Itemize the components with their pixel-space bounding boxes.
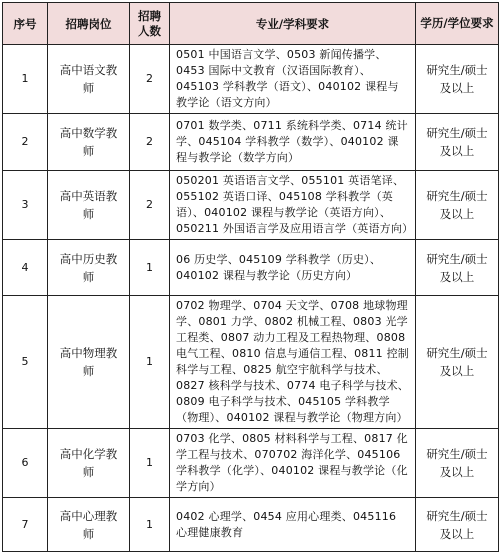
- table-row: [3, 296, 499, 429]
- cell-position: [48, 296, 130, 429]
- cell-count: 2: [130, 45, 170, 114]
- header-count: [130, 3, 170, 45]
- cell-major: 0501 中国语言文学、0503 新闻传播学、0453 国际中文教育（汉语国际教育）、045103 学科教学（语文）、040102 课程与教学论（语文方向）: [170, 45, 416, 114]
- table-row: [3, 498, 499, 552]
- cell-no: 4: [3, 240, 48, 296]
- header-no: 序号: [3, 3, 48, 45]
- cell-no: 5: [3, 296, 48, 429]
- cell-count: 2: [130, 171, 170, 240]
- table-row: [3, 240, 499, 296]
- cell-count: 1: [130, 429, 170, 498]
- cell-major: 0701 数学类、0711 系统科学类、0714 统计学、045104 学科教学（数学）、040102 课程与教学论（数学方向）: [170, 114, 416, 171]
- degree-text: 研究生/硕士及以上: [426, 189, 488, 221]
- cell-position: [48, 171, 130, 240]
- cell-count: 1: [130, 498, 170, 552]
- recruitment-table: [2, 2, 499, 552]
- cell-degree: [416, 429, 499, 498]
- degree-text: 研究生/硕士及以上: [426, 508, 488, 541]
- cell-position: [48, 45, 130, 114]
- cell-major: 0703 化学、0805 材料科学与工程、0817 化学工程与技术、070702 海洋化学、045106 学科教学（化学）、040102 课程与教学论（化学方向）: [170, 429, 416, 498]
- degree-text: 研究生/硕士及以上: [426, 251, 488, 284]
- cell-no: 3: [3, 171, 48, 240]
- cell-degree: [416, 296, 499, 429]
- degree-text: 研究生/硕士及以上: [426, 63, 488, 95]
- cell-major: 050201 英语语言文学、055101 英语笔译、055102 英语口译、045108 学科教学（英语）、040102 课程与教学论（英语方向）、050211 外国语言学及应用语言学（英语方向）: [170, 171, 416, 240]
- cell-no: 1: [3, 45, 48, 114]
- position-text: 高中化学教师: [59, 447, 118, 479]
- cell-degree: [416, 171, 499, 240]
- position-text: 高中数学教师: [59, 126, 118, 158]
- cell-major: 06 历史学、045109 学科教学（历史）、040102 课程与教学论（历史方向）: [170, 240, 416, 296]
- cell-position: [48, 114, 130, 171]
- position-text: 高中心理教师: [59, 508, 118, 541]
- position-text: 高中物理教师: [59, 346, 118, 378]
- cell-degree: [416, 498, 499, 552]
- cell-degree: [416, 114, 499, 171]
- cell-major: 0702 物理学、0704 天文学、0708 地球物理学、0801 力学、0802 机械工程、0803 光学工程类、0807 动力工程及工程热物理、0808 电气工程、0810 信息与通信工程、0811 控制科学与工程、0825 航空宇航科学与技术、0827 核科学与技术、0774 电子科学与技术、0809 电子科学与技术、045105 学科教学（物理）、040102 课程与教学论（物理方向）: [170, 296, 416, 429]
- cell-no: 7: [3, 498, 48, 552]
- cell-no: 2: [3, 114, 48, 171]
- table-header-row: [3, 3, 499, 45]
- cell-count: 2: [130, 114, 170, 171]
- header-degree-text: 学历/学位要求: [420, 16, 494, 30]
- cell-position: [48, 240, 130, 296]
- cell-position: [48, 498, 130, 552]
- cell-degree: [416, 240, 499, 296]
- header-major: 专业/学科要求: [170, 3, 416, 45]
- cell-count: 1: [130, 240, 170, 296]
- header-count-text: 招聘人数: [138, 8, 161, 38]
- header-position: 招聘岗位: [48, 3, 130, 45]
- cell-major: 0402 心理学、0454 应用心理类、045116 心理健康教育: [170, 498, 416, 552]
- degree-text: 研究生/硕士及以上: [426, 447, 488, 479]
- cell-position: [48, 429, 130, 498]
- cell-degree: [416, 45, 499, 114]
- table-row: [3, 45, 499, 114]
- position-text: 高中语文教师: [59, 63, 118, 95]
- degree-text: 研究生/硕士及以上: [426, 126, 488, 158]
- degree-text: 研究生/硕士及以上: [426, 346, 488, 378]
- table-row: [3, 114, 499, 171]
- table-row: [3, 171, 499, 240]
- position-text: 高中英语教师: [59, 189, 118, 221]
- header-degree: [416, 3, 499, 45]
- table-row: [3, 429, 499, 498]
- cell-count: 1: [130, 296, 170, 429]
- cell-no: 6: [3, 429, 48, 498]
- position-text: 高中历史教师: [59, 251, 118, 284]
